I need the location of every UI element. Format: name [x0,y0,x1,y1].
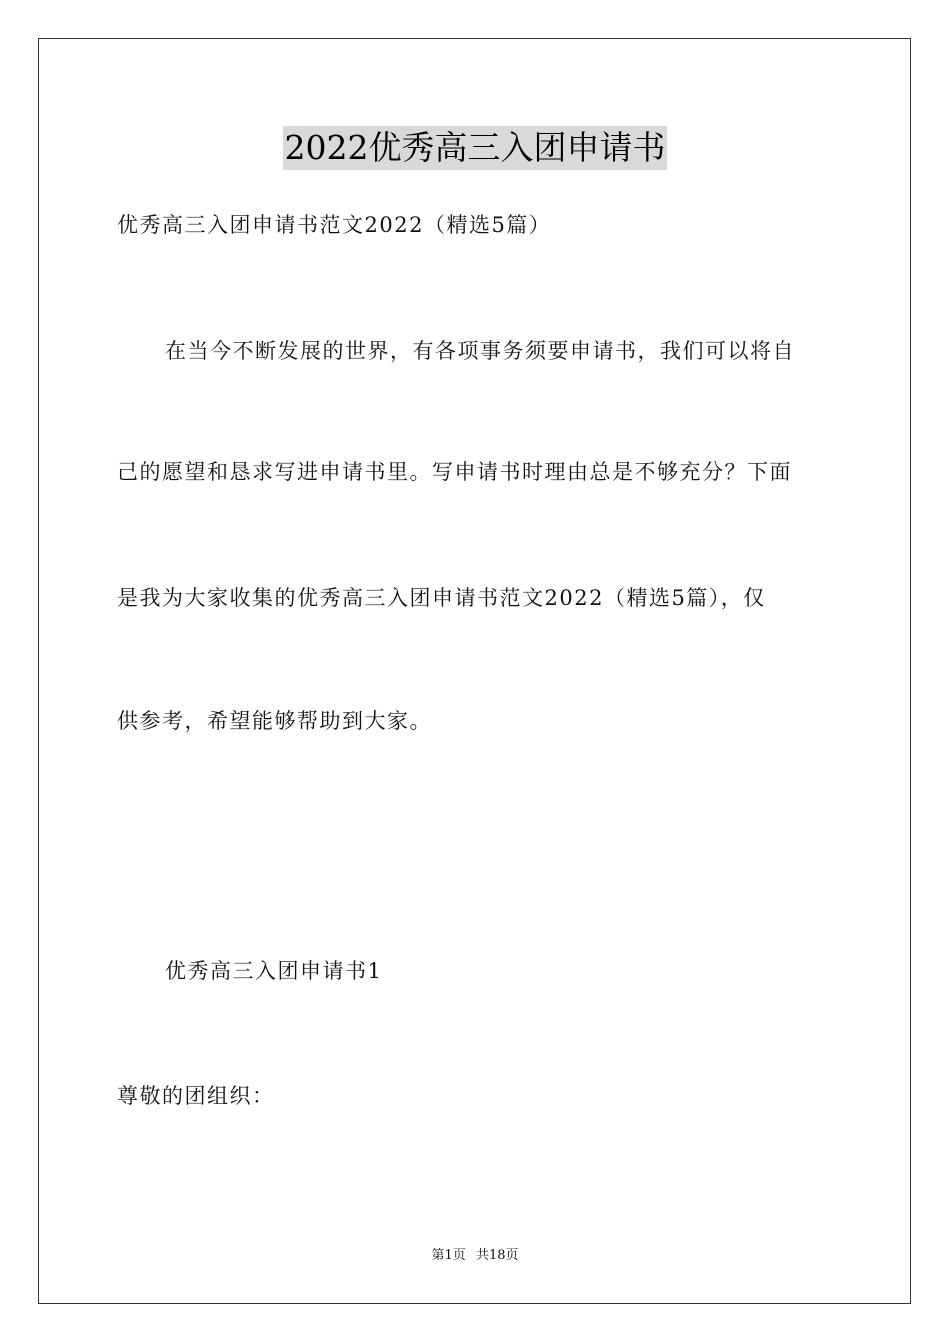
intro-line-3: 是我为大家收集的优秀高三入团申请书范文2022（精选5篇），仅 [117,586,766,610]
document-title: 2022优秀高三入团申请书 [283,126,668,170]
document-subtitle: 优秀高三入团申请书范文2022（精选5篇） [117,213,552,237]
intro-line-4: 供参考，希望能够帮助到大家。 [117,709,432,733]
intro-line-2: 己的愿望和恳求写进申请书里。写申请书时理由总是不够充分？下面 [117,460,792,484]
section-heading: 优秀高三入团申请书1 [165,959,383,983]
total-pages: 共18页 [475,1248,519,1263]
intro-line-1: 在当今不断发展的世界，有各项事务须要申请书，我们可以将自 [165,339,795,363]
page-footer [0,1247,950,1265]
salutation: 尊敬的团组织： [117,1084,275,1108]
page-number: 第1页 [431,1248,466,1263]
title-container [0,126,950,170]
